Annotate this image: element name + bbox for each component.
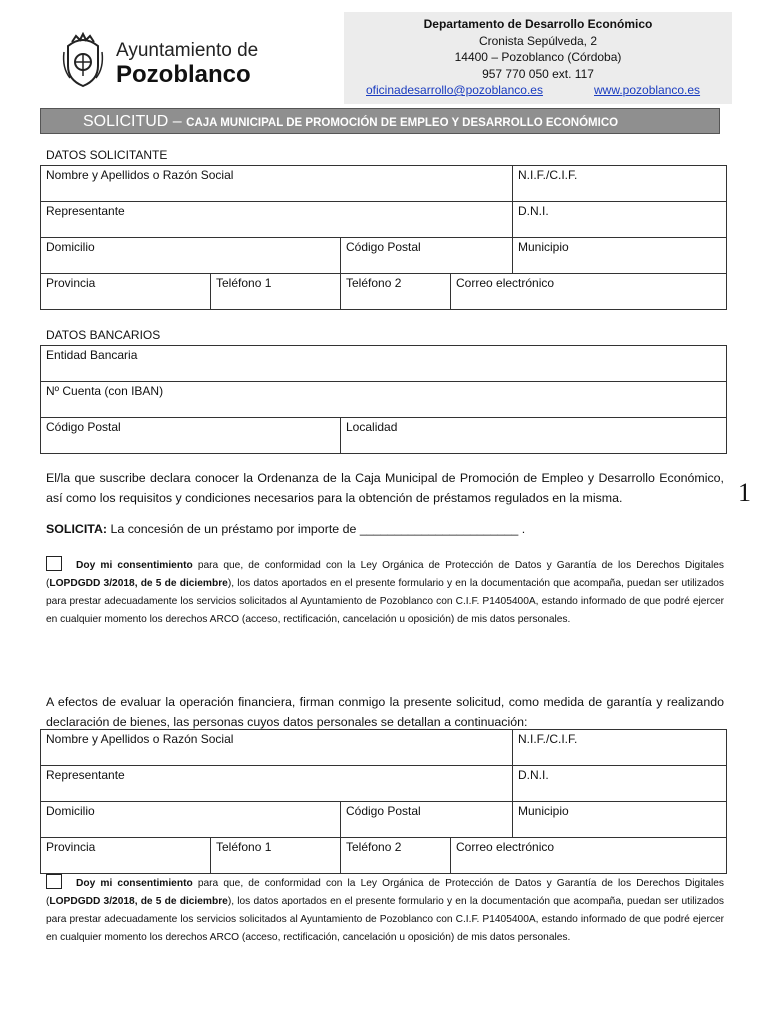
- municipality-logo: [60, 32, 260, 92]
- field-representante[interactable]: [41, 766, 513, 802]
- field-label: Entidad Bancaria: [46, 348, 138, 362]
- field-label: Domicilio: [46, 240, 95, 254]
- phone-number: 957 770 050 ext. 117: [482, 66, 594, 81]
- consent-text: ), los datos aportados en el presente formulario y en la documentación que acompaña, puedan ser utilizados para prestar adecuadamente los servicios solicitados al Ayuntamiento de Pozoblanco con C.I.F. P1405400A, estando informado de que podré ejercer en cualquier momento los derechos ARCO (acceso, rectificación, cancelación u oposición) de mis datos personales.: [46, 578, 724, 625]
- field-label: Nº Cuenta (con IBAN): [46, 384, 164, 398]
- section-label-solicitante: DATOS SOLICITANTE: [46, 148, 168, 162]
- field-correo[interactable]: [451, 838, 727, 874]
- field-label: Localidad: [346, 420, 398, 434]
- solicita-line: [46, 522, 525, 536]
- field-nif[interactable]: [513, 166, 727, 202]
- field-codigo-postal[interactable]: [341, 802, 513, 838]
- field-label: Correo electrónico: [456, 840, 555, 854]
- field-label: Código Postal: [346, 804, 421, 818]
- field-municipio[interactable]: [513, 802, 727, 838]
- guarantor-data-table: [40, 729, 727, 874]
- field-label: Teléfono 1: [216, 840, 272, 854]
- field-label: Representante: [46, 768, 125, 782]
- consent-bold: Doy mi consentimiento: [76, 878, 193, 889]
- field-nombre[interactable]: [41, 166, 513, 202]
- bank-data-table: [40, 345, 727, 454]
- email-link[interactable]: oficinadesarrollo@pozoblanco.es: [366, 83, 543, 97]
- declaration-paragraph: El/la que suscribe declara conocer la Ordenanza de la Caja Municipal de Promoción de Empleo y Desarrollo Económico, así como los requisitos y condiciones necesarios para la obtención de préstamos regulados en la misma.: [46, 471, 724, 505]
- field-label: Provincia: [46, 840, 96, 854]
- consent-checkbox[interactable]: [46, 556, 62, 571]
- consent-law: LOPDGDD 3/2018, de 5 de diciembre: [49, 578, 228, 589]
- field-telefono1[interactable]: [211, 274, 341, 310]
- field-localidad[interactable]: [341, 418, 727, 454]
- field-telefono1[interactable]: [211, 838, 341, 874]
- field-label: Teléfono 1: [216, 276, 272, 290]
- field-label: Representante: [46, 204, 125, 218]
- field-label: Domicilio: [46, 804, 95, 818]
- coat-of-arms-icon: [60, 32, 106, 88]
- field-label: Provincia: [46, 276, 96, 290]
- form-title: SOLICITUD –: [83, 113, 182, 130]
- department-info-box: [344, 12, 732, 104]
- address-line1: Cronista Sepúlveda, 2: [478, 33, 598, 48]
- field-label: N.I.F./C.I.F.: [518, 732, 578, 746]
- logo-text-line2: Pozoblanco: [116, 61, 251, 88]
- solicita-text: La concesión de un préstamo por importe de _______________________ .: [110, 522, 526, 536]
- field-codigo-postal[interactable]: [341, 238, 513, 274]
- field-nombre[interactable]: [41, 730, 513, 766]
- consent-bold: Doy mi consentimiento: [76, 560, 193, 571]
- logo-text-line1: Ayuntamiento de: [116, 40, 259, 61]
- field-bank-codigo-postal[interactable]: [41, 418, 341, 454]
- field-label: Nombre y Apellidos o Razón Social: [46, 168, 234, 182]
- field-domicilio[interactable]: [41, 802, 341, 838]
- field-nif[interactable]: [513, 730, 727, 766]
- form-title-banner: [40, 108, 720, 134]
- consent-block-1: [46, 556, 724, 629]
- form-subtitle: CAJA MUNICIPAL DE PROMOCIÓN DE EMPLEO Y DESARROLLO ECONÓMICO: [186, 117, 619, 129]
- field-label: Municipio: [518, 804, 569, 818]
- field-label: D.N.I.: [518, 768, 549, 782]
- field-label: D.N.I.: [518, 204, 549, 218]
- field-dni[interactable]: [513, 766, 727, 802]
- field-label: Código Postal: [346, 240, 421, 254]
- field-correo[interactable]: [451, 274, 727, 310]
- consent-checkbox[interactable]: [46, 874, 62, 889]
- field-dni[interactable]: [513, 202, 727, 238]
- field-provincia[interactable]: [41, 274, 211, 310]
- section-label-bancarios: DATOS BANCARIOS: [46, 328, 161, 342]
- field-telefono2[interactable]: [341, 274, 451, 310]
- field-representante[interactable]: [41, 202, 513, 238]
- website-link[interactable]: www.pozoblanco.es: [594, 83, 701, 97]
- field-label: Municipio: [518, 240, 569, 254]
- field-label: Teléfono 2: [346, 840, 402, 854]
- field-municipio[interactable]: [513, 238, 727, 274]
- address-line2: 14400 – Pozoblanco (Córdoba): [454, 50, 622, 64]
- consent-text: para que, de conformidad con la Ley Orgánica de Protección de Datos y Garantía de los Derechos Digitales (: [46, 560, 724, 589]
- field-cuenta-iban[interactable]: [41, 382, 727, 418]
- field-telefono2[interactable]: [341, 838, 451, 874]
- field-entidad[interactable]: [41, 346, 727, 382]
- field-label: Correo electrónico: [456, 276, 555, 290]
- consent-block-2: [46, 874, 724, 947]
- consent-text: para que, de conformidad con la Ley Orgánica de Protección de Datos y Garantía de los Derechos Digitales (: [46, 878, 724, 907]
- solicita-label: SOLICITA:: [46, 522, 108, 536]
- page-number: 1: [738, 478, 751, 507]
- field-domicilio[interactable]: [41, 238, 341, 274]
- consent-law: LOPDGDD 3/2018, de 5 de diciembre: [49, 896, 228, 907]
- department-title: Departamento de Desarrollo Económico: [423, 17, 653, 31]
- field-label: Teléfono 2: [346, 276, 402, 290]
- guarantee-paragraph: A efectos de evaluar la operación financiera, firman conmigo la presente solicitud, como medida de garantía y realizando declaración de bienes, las personas cuyos datos personales se detallan a continuación:: [46, 695, 724, 729]
- field-label: Nombre y Apellidos o Razón Social: [46, 732, 234, 746]
- field-label: N.I.F./C.I.F.: [518, 168, 578, 182]
- applicant-data-table: [40, 165, 727, 310]
- consent-text: ), los datos aportados en el presente formulario y en la documentación que acompaña, puedan ser utilizados para prestar adecuadamente los servicios solicitados al Ayuntamiento de Pozoblanco con C.I.F. P1405400A, estando informado de que podré ejercer en cualquier momento los derechos ARCO (acceso, rectificación, cancelación u oposición) de mis datos personales.: [46, 896, 724, 943]
- field-provincia[interactable]: [41, 838, 211, 874]
- field-label: Código Postal: [46, 420, 121, 434]
